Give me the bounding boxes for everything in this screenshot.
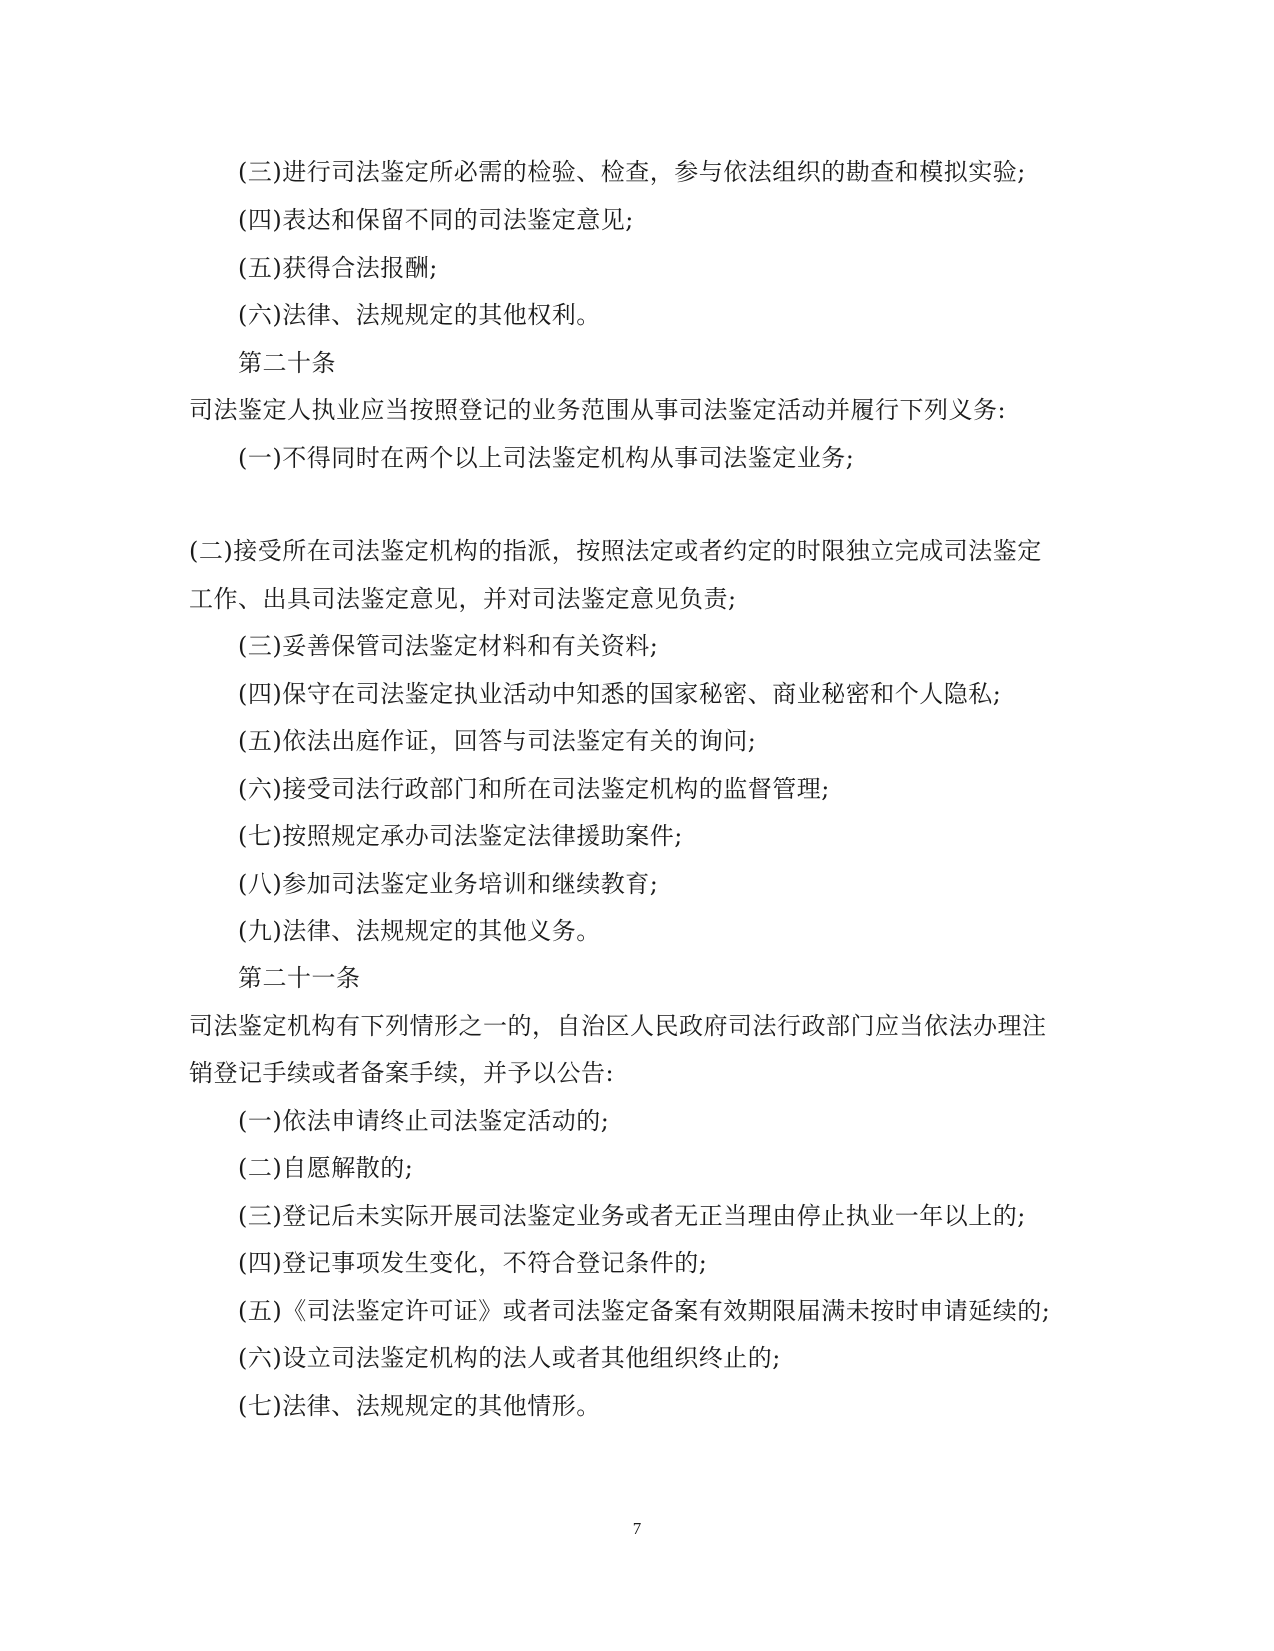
text-line: (五)依法出庭作证，回答与司法鉴定有关的询问; xyxy=(238,727,757,755)
text-line: (九)法律、法规规定的其他义务。 xyxy=(238,917,601,945)
text-line: (五)《司法鉴定许可证》或者司法鉴定备案有效期限届满未按时申请延续的; xyxy=(238,1297,1051,1325)
text-line: 司法鉴定机构有下列情形之一的，自治区人民政府司法行政部门应当依法办理注 xyxy=(189,1012,1047,1040)
text-line: (三)进行司法鉴定所必需的检验、检查，参与依法组织的勘查和模拟实验; xyxy=(238,158,1026,186)
text-line: (一)不得同时在两个以上司法鉴定机构从事司法鉴定业务; xyxy=(238,444,855,472)
article-heading: 第二十条 xyxy=(238,349,336,377)
article-heading: 第二十一条 xyxy=(238,964,361,992)
text-line: 司法鉴定人执业应当按照登记的业务范围从事司法鉴定活动并履行下列义务: xyxy=(189,396,1007,424)
text-line: (二)自愿解散的; xyxy=(238,1154,414,1182)
text-line: (一)依法申请终止司法鉴定活动的; xyxy=(238,1107,610,1135)
text-line: (六)接受司法行政部门和所在司法鉴定机构的监督管理; xyxy=(238,775,830,803)
text-line: (七)法律、法规规定的其他情形。 xyxy=(238,1392,601,1420)
text-line: (七)按照规定承办司法鉴定法律援助案件; xyxy=(238,822,683,850)
text-line: 销登记手续或者备案手续，并予以公告: xyxy=(189,1059,615,1087)
text-line: (八)参加司法鉴定业务培训和继续教育; xyxy=(238,870,659,898)
text-line: (五)获得合法报酬; xyxy=(238,254,438,282)
text-line: 工作、出具司法鉴定意见，并对司法鉴定意见负责; xyxy=(189,585,737,613)
text-line: (二)接受所在司法鉴定机构的指派，按照法定或者约定的时限独立完成司法鉴定 xyxy=(189,537,1042,565)
text-line: (三)登记后未实际开展司法鉴定业务或者无正当理由停止执业一年以上的; xyxy=(238,1202,1026,1230)
text-line: (六)法律、法规规定的其他权利。 xyxy=(238,301,601,329)
page-number: 7 xyxy=(632,1519,642,1538)
text-line: (三)妥善保管司法鉴定材料和有关资料; xyxy=(238,632,659,660)
text-line: (四)表达和保留不同的司法鉴定意见; xyxy=(238,206,634,234)
text-line: (六)设立司法鉴定机构的法人或者其他组织终止的; xyxy=(238,1344,781,1372)
text-line: (四)保守在司法鉴定执业活动中知悉的国家秘密、商业秘密和个人隐私; xyxy=(238,680,1002,708)
text-line: (四)登记事项发生变化，不符合登记条件的; xyxy=(238,1249,708,1277)
